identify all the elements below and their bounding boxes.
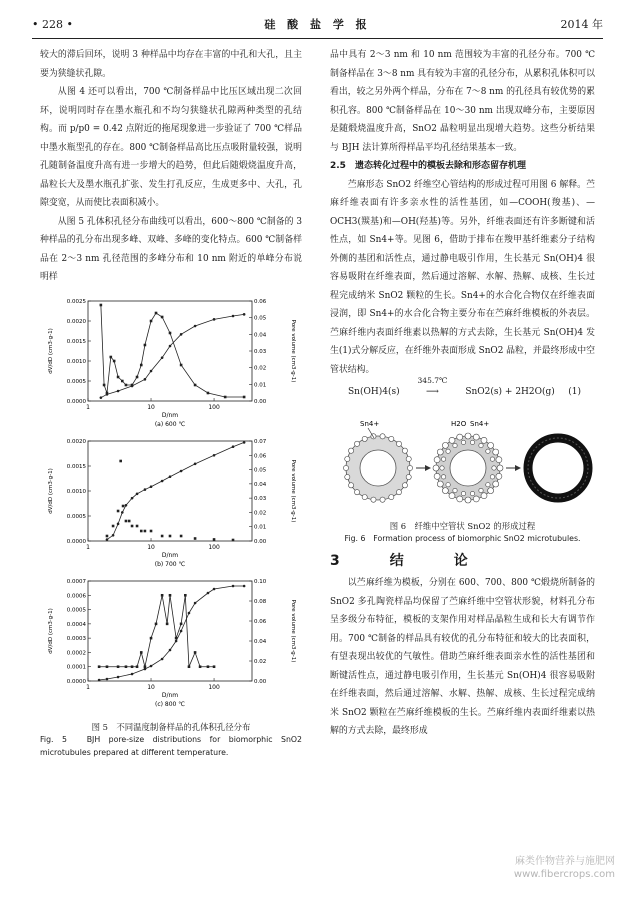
data-point-s2 (131, 384, 134, 387)
fiber-particle (348, 482, 353, 487)
x-tick-label: 100 (208, 403, 220, 411)
data-point-s2 (117, 389, 120, 392)
y2-tick-label: 0.05 (254, 467, 267, 474)
fiber-particle (402, 448, 407, 453)
fiber-particle (461, 440, 465, 444)
figure-5 (40, 293, 302, 760)
y2-axis-label: Pore volume (cm3·g-1) (290, 599, 296, 662)
data-point-s1 (117, 509, 120, 512)
data-point-s2 (106, 393, 109, 396)
data-point-s1 (207, 665, 210, 668)
data-point-s1 (188, 665, 191, 668)
y-tick-label: 0.0025 (66, 298, 86, 305)
x-axis-label: D/nm (161, 551, 179, 559)
data-point-s1 (136, 665, 139, 668)
data-point-s1 (232, 538, 235, 541)
data-point-s1 (169, 593, 172, 596)
y-tick-label: 0.0020 (66, 318, 86, 325)
fiber-particle (442, 487, 448, 493)
x-tick-label: 1 (86, 543, 90, 551)
right-paragraph-1: 品中具有 2～3 nm 和 10 nm 范围较为丰富的孔径分布。700 ℃制备样品在 3～8 nm 具有较为丰富的孔径分布，从累积孔体积可以看出，较之另外两个样品，分布在 7～8 nm 的孔径具有较优势的累积孔容。800 ℃制备样品在 10～30 nm 出现双峰分布，主要原因是随煅烧温度升高，SnO2 晶粒明显出现增大趋势。这些分析结果与 BJH 法计算所得样品平均孔径结果基本一致。 (330, 50, 595, 153)
fiber-initial (343, 433, 412, 502)
fiber-particle (446, 482, 450, 486)
fiber-particle (496, 473, 502, 479)
data-point-s1 (125, 383, 128, 386)
eq-arrow: 345.7℃ ⟶ (402, 383, 462, 402)
data-point-s2 (207, 591, 210, 594)
fiber-particle (354, 489, 359, 494)
data-point-s1 (199, 665, 202, 668)
fiber-particle (473, 434, 479, 440)
fiber-particle (457, 434, 463, 440)
fiber-particle (453, 488, 457, 492)
series-line-1 (99, 595, 214, 666)
data-point-s2 (106, 677, 109, 680)
y-tick-label: 0.0002 (66, 649, 86, 656)
data-point-s1 (169, 331, 172, 334)
fiber-particle (343, 465, 348, 470)
x-tick-label: 100 (208, 683, 220, 691)
chart-title: (a) 600 ℃ (154, 420, 186, 428)
data-point-s2 (232, 584, 235, 587)
fiber-particle (470, 491, 474, 495)
data-point-s2 (117, 522, 120, 525)
fig5-caption-cn: 图 5 不同温度制备样品的孔体积孔径分布 (91, 722, 251, 732)
fiber-particle (371, 497, 376, 502)
fiber-particle (389, 436, 394, 441)
data-point-s2 (194, 601, 197, 604)
data-point-s1 (207, 391, 210, 394)
y2-tick-label: 0.10 (254, 578, 267, 585)
fiber-particle (362, 494, 367, 499)
data-point-s2 (100, 396, 103, 399)
data-point-s1 (194, 383, 197, 386)
data-point-s1 (106, 665, 109, 668)
section-2-5-heading: 2.5 遗态转化过程中的模板去除和形态留存机理 (330, 161, 526, 171)
data-point-s1 (144, 665, 147, 668)
data-point-s2 (169, 344, 172, 347)
data-point-s1 (136, 524, 139, 527)
y2-tick-label: 0.02 (254, 365, 267, 372)
fiber-particle (437, 449, 443, 455)
fiber-particle (486, 449, 490, 453)
data-point-s2 (180, 629, 183, 632)
data-point-s2 (131, 496, 134, 499)
y2-tick-label: 0.08 (254, 598, 267, 605)
data-point-s1 (112, 524, 115, 527)
data-point-s2 (150, 664, 153, 667)
fiber-particle (407, 465, 412, 470)
fiber-particle (492, 465, 496, 469)
eq-number: (1) (568, 387, 581, 397)
data-point-s1 (194, 537, 197, 540)
data-point-s2 (144, 667, 147, 670)
data-point-s1 (113, 359, 116, 362)
watermark: 麻类作物营养与施肥网 www.fibercrops.com (513, 856, 615, 880)
x-tick-label: 100 (208, 543, 220, 551)
x-tick-label: 10 (147, 683, 155, 691)
sn-ion-label: Sn4+ (360, 419, 380, 428)
page-header (32, 14, 603, 36)
fiber-particle (488, 487, 494, 493)
data-point-s2 (180, 333, 183, 336)
chart-title: (c) 800 ℃ (155, 700, 185, 708)
fiber-particle (493, 481, 499, 487)
data-point-s2 (161, 657, 164, 660)
fiber-particle (406, 456, 411, 461)
data-point-s1 (98, 665, 101, 668)
y-tick-label: 0.0006 (66, 592, 86, 599)
data-point-s2 (243, 584, 246, 587)
data-point-s2 (194, 324, 197, 327)
y2-tick-label: 0.01 (254, 381, 267, 388)
x-tick-label: 10 (147, 403, 155, 411)
data-point-s1 (180, 534, 183, 537)
figure-6 (330, 412, 595, 546)
fiber-particle (453, 443, 457, 447)
fiber-particle (362, 436, 367, 441)
fiber-particle (449, 492, 455, 498)
y-tick-label: 0.0015 (66, 463, 86, 470)
data-point-s1 (140, 529, 143, 532)
data-point-s1 (119, 459, 122, 462)
y-axis-label: dV/dD (cm3·g-1) (48, 467, 54, 514)
section-3-heading: 3 结 论 (330, 552, 486, 569)
data-point-s2 (169, 475, 172, 478)
y2-tick-label: 0.05 (254, 315, 267, 322)
data-point-s1 (150, 636, 153, 639)
y2-tick-label: 0.03 (254, 495, 267, 502)
data-point-s2 (112, 533, 115, 536)
eq-products: SnO2(s) + 2H2O(g) (465, 387, 555, 397)
data-point-s1 (117, 375, 120, 378)
fiber-particle (406, 474, 411, 479)
data-point-s2 (131, 672, 134, 675)
page-number: • 228 • (32, 18, 73, 31)
data-point-s2 (180, 469, 183, 472)
data-point-s1 (144, 343, 147, 346)
sno2-microtube (528, 438, 588, 498)
fiber-particle (354, 441, 359, 446)
y-tick-label: 0.0020 (66, 438, 86, 445)
eq-condition: 345.7℃ (417, 376, 448, 385)
y-tick-label: 0.0010 (66, 488, 86, 495)
fiber-particle (433, 465, 439, 471)
fig6-caption-cn: 图 6 纤维中空管状 SnO2 的形成过程 (389, 521, 536, 531)
data-point-s1 (100, 303, 103, 306)
left-paragraph-2: 从图 4 还可以看出，700 ℃制备样品中比压区域出现二次回环，说明同时存在墨水瓶孔和不均匀狭缝状孔隙两种类型的孔结构。而 p/p0 = 0.42 点附近的拖尾现象进一步验证了 700 ℃样品中墨水瓶型孔的存在。800 ℃制备样品高比压点吸附量较强，说明孔随制备温度升高有进一步增大的趋势，但此后随煅烧温度升高，晶粒长大及墨水瓶孔扩张、发生打孔反应，生成更多中、大孔，孔隙变宽，从而使比表面积减小。 (40, 87, 302, 208)
chart-title: (b) 700 ℃ (154, 560, 186, 568)
fiber-particle (449, 437, 455, 443)
data-point-s2 (98, 678, 101, 681)
y2-tick-label: 0.06 (254, 618, 267, 625)
eq-reactant: Sn(OH)4(s) (348, 387, 400, 397)
data-point-s1 (155, 311, 158, 314)
y2-tick-label: 0.04 (254, 638, 267, 645)
data-point-s1 (213, 538, 216, 541)
y-tick-label: 0.0001 (66, 664, 86, 671)
data-point-s2 (144, 488, 147, 491)
y2-tick-label: 0.02 (254, 509, 267, 516)
data-point-s2 (106, 538, 109, 541)
fiber-particle (437, 481, 443, 487)
fiber-particle (396, 441, 401, 446)
fiber-particle (380, 433, 385, 438)
data-point-s2 (194, 462, 197, 465)
right-paragraph-2: 苎麻形态 SnO2 纤维空心管结构的形成过程可用图 6 解释。苎麻纤维表面有许多亲水性的活性基团，如—COOH(羧基)、—OCH3(羰基)和—OH(羟基)等。另外，纤维表面还有许多断键和活性点，如 Sn4+等。见图 6，借助于排布在羧甲基纤维素分子结构外侧的基团和活性点，通过静电吸引作用，生长基元 Sn(OH)4 很容易吸附在纤维表面，然后通过溶解、水解、热解、成核、生长过程完成纳米 SnO2 颗粒的生长。Sn4+的水合化合物仅在纤维表面浸润，即 Sn4+的水合化合物主要分布在苎麻纤维模板的外表层。苎麻纤维内表面纤维素以热解的方式去除，生长基元 Sn(OH)4 发生(1)式分解反应，在纤维外表面形成 SnO2 晶粒，并最终形成中空管状结构。 (330, 179, 595, 375)
fiber-particle (481, 492, 487, 498)
data-point-s2 (232, 314, 235, 317)
fiber-particle (490, 474, 494, 478)
data-point-s1 (103, 383, 106, 386)
water-label: H2O (451, 419, 467, 428)
y-tick-label: 0.0005 (66, 378, 86, 385)
fiber-particle (348, 448, 353, 453)
data-point-s1 (224, 395, 227, 398)
fig5-caption-en: Fig. 5 BJH pore-size distributions for biomorphic SnO2 microtubules prepared at different temperature. (40, 735, 302, 757)
fiber-particle (470, 440, 474, 444)
y-tick-label: 0.0003 (66, 635, 86, 642)
data-point-s1 (161, 315, 164, 318)
figure-6-diagram (330, 412, 595, 512)
fiber-particle (441, 474, 445, 478)
series-line-2 (101, 314, 244, 397)
right-column (330, 46, 595, 741)
data-point-s1 (161, 593, 164, 596)
data-point-s1 (150, 529, 153, 532)
data-point-s1 (144, 529, 147, 532)
journal-title: 硅 酸 盐 学 报 (264, 18, 371, 31)
data-point-s2 (136, 492, 139, 495)
header-rule (32, 38, 603, 39)
data-point-s1 (136, 375, 139, 378)
fiber-particle (479, 488, 483, 492)
fiber-particle (461, 491, 465, 495)
data-point-s1 (180, 363, 183, 366)
data-point-s2 (232, 445, 235, 448)
x-axis-label: D/nm (161, 691, 179, 699)
y-tick-label: 0.0005 (66, 513, 86, 520)
x-tick-label: 1 (86, 683, 90, 691)
y-tick-label: 0.0004 (66, 621, 86, 628)
fiber-particle (497, 465, 503, 471)
x-tick-label: 10 (147, 543, 155, 551)
y-tick-label: 0.0010 (66, 358, 86, 365)
y2-tick-label: 0.04 (254, 331, 267, 338)
data-point-s1 (150, 319, 153, 322)
issue-year: 2014 年 (560, 18, 603, 31)
y2-axis-label: Pore volume (cm3·g-1) (290, 459, 296, 522)
data-point-s2 (213, 453, 216, 456)
data-point-s1 (122, 504, 125, 507)
fiber-particle (479, 443, 483, 447)
fig6-caption-en: Fig. 6 Formation process of biomorphic SnO2 microtubules. (344, 534, 581, 543)
chart-panel-1 (48, 299, 296, 428)
fiber-particle (345, 474, 350, 479)
fiber-particle (446, 449, 450, 453)
fiber-particle (490, 456, 494, 460)
data-point-s1 (243, 395, 246, 398)
chart-panel-3 (48, 579, 296, 708)
y2-tick-label: 0.06 (254, 452, 267, 459)
data-point-s1 (131, 524, 134, 527)
fiber-particle (380, 497, 385, 502)
data-point-s2 (117, 675, 120, 678)
plot-frame (88, 301, 252, 401)
y-tick-label: 0.0000 (66, 398, 86, 405)
fiber-particle (465, 497, 471, 503)
data-point-s2 (243, 441, 246, 444)
y2-tick-label: 0.00 (254, 398, 267, 405)
data-point-s1 (109, 355, 112, 358)
y2-tick-label: 0.03 (254, 348, 267, 355)
fiber-particle (496, 456, 502, 462)
fiber-particle (493, 449, 499, 455)
data-point-s2 (161, 356, 164, 359)
fiber-particle (442, 442, 448, 448)
equation-1 (330, 376, 595, 406)
y-tick-label: 0.0000 (66, 678, 86, 685)
data-point-s1 (194, 651, 197, 654)
data-point-s1 (140, 363, 143, 366)
conclusion-paragraph: 以苎麻纤维为模板，分别在 600、700、800 ℃煅烧所制备的 SnO2 多孔陶瓷样品均保留了苎麻纤维中空管状形貌，材料孔分布呈多级分布特征，模板的支架作用对样品晶粒生成和长大有调节作用。700 ℃制备的样品具有较优的孔分布特征和较大的比表面积，有望表现出较优的气敏性。借助苎麻纤维表面亲水性的活性基团和断键活性点，通过静电吸引作用，生长基元 Sn(OH)4 很容易吸附在纤维表面，然后通过溶解、水解、热解、成核、生长过程完成纳米 SnO2 颗粒在苎麻纤维模板的生长。苎麻纤维内表面纤维素以热解的方式去除，最终形成 (330, 578, 595, 736)
data-point-s1 (213, 665, 216, 668)
y2-tick-label: 0.00 (254, 678, 267, 685)
fiber-particle (486, 482, 490, 486)
data-point-s1 (106, 534, 109, 537)
data-point-s1 (131, 665, 134, 668)
data-point-s2 (150, 369, 153, 372)
y2-tick-label: 0.00 (254, 538, 267, 545)
left-paragraph-1: 较大的滞后回环，说明 3 种样品中均存在丰富的中孔和大孔，且主要为狭缝状孔隙。 (40, 50, 302, 79)
data-point-s1 (121, 379, 124, 382)
figure-5-charts (40, 293, 302, 713)
data-point-s1 (169, 534, 172, 537)
data-point-s2 (213, 318, 216, 321)
data-point-s1 (128, 519, 131, 522)
fiber-particle (441, 456, 445, 460)
y-tick-label: 0.0015 (66, 338, 86, 345)
fiber-particle (488, 442, 494, 448)
fiber-particle (389, 494, 394, 499)
left-column (40, 46, 302, 759)
sn-ion-label-2: Sn4+ (470, 419, 490, 428)
fiber-coated (433, 433, 503, 503)
data-point-s1 (161, 534, 164, 537)
series-line-1 (101, 305, 244, 397)
data-point-s1 (125, 519, 128, 522)
fiber-particle (345, 456, 350, 461)
data-point-s2 (188, 611, 191, 614)
y2-tick-label: 0.06 (254, 298, 267, 305)
left-paragraph-3: 从图 5 孔体积孔径分布曲线可以看出，600～800 ℃制备的 3 种样品的孔分布出现多峰、双峰、多峰的变化特点。600 ℃制备样品在 2～3 nm 孔径范围的多峰分布和 10 nm 附近的单峰分布说明样 (40, 216, 302, 282)
fiber-particle (465, 433, 471, 439)
y2-tick-label: 0.01 (254, 524, 267, 531)
y-tick-label: 0.0007 (66, 578, 86, 585)
data-point-s2 (243, 313, 246, 316)
data-point-s2 (144, 378, 147, 381)
data-point-s2 (175, 639, 178, 642)
series-line-2 (107, 442, 244, 539)
data-point-s2 (125, 503, 128, 506)
data-point-s2 (150, 485, 153, 488)
data-point-s1 (140, 651, 143, 654)
y2-tick-label: 0.04 (254, 481, 267, 488)
fiber-particle (457, 495, 463, 501)
chart-panel-2 (48, 439, 296, 568)
y2-axis-label: Pore volume (cm3·g-1) (290, 319, 296, 382)
data-point-s2 (213, 587, 216, 590)
data-point-s2 (161, 479, 164, 482)
fiber-particle (440, 465, 444, 469)
data-point-s1 (184, 593, 187, 596)
series-line-2 (99, 586, 244, 680)
y-axis-label: dV/dD (cm3·g-1) (48, 607, 54, 654)
data-point-s1 (117, 665, 120, 668)
y2-tick-label: 0.02 (254, 658, 267, 665)
y2-tick-label: 0.07 (254, 438, 267, 445)
data-point-s1 (180, 622, 183, 625)
data-point-s2 (121, 511, 124, 514)
fiber-particle (481, 437, 487, 443)
data-point-s2 (169, 648, 172, 651)
fiber-particle (473, 495, 479, 501)
y-axis-label: dV/dD (cm3·g-1) (48, 327, 54, 374)
x-axis-label: D/nm (161, 411, 179, 419)
fiber-particle (434, 456, 440, 462)
data-point-s1 (125, 665, 128, 668)
data-point-s1 (166, 622, 169, 625)
fiber-particle (396, 489, 401, 494)
y-tick-label: 0.0000 (66, 538, 86, 545)
fiber-particle (434, 473, 440, 479)
x-tick-label: 1 (86, 403, 90, 411)
data-point-s1 (155, 622, 158, 625)
y-tick-label: 0.0005 (66, 607, 86, 614)
fiber-particle (402, 482, 407, 487)
